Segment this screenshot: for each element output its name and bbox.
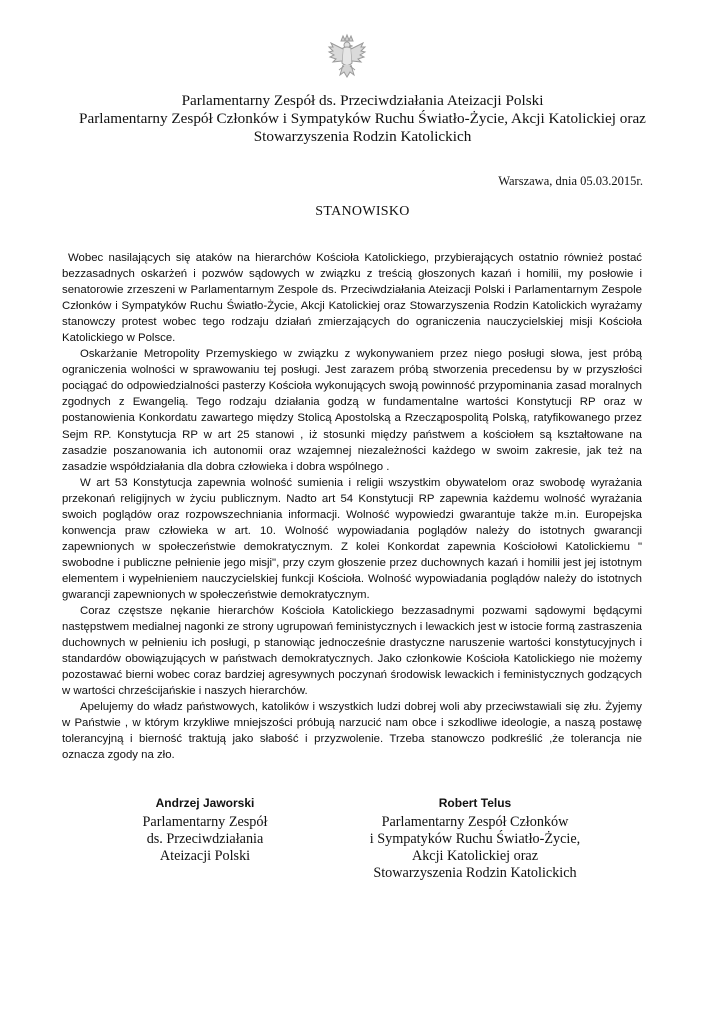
- document-date: Warszawa, dnia 05.03.2015r.: [498, 174, 643, 188]
- paragraph-3: W art 53 Konstytucja zapewnia wolność sumienia i religii wszystkim obywatelom oraz swobodę wyrażania przekonań religijnych w życiu publicznym. Nadto art 54 Konstytucji RP zapewnia każdemu wolność wyrażania swoich poglądów oraz rozpowszechniania informacji. Wolność wypowiedzi gwarantuje także m.in. Europejska konwencja praw człowieka w art. 10. Wolność wypowiadania poglądów należy do istotnych gwarancji zapewnionych w społeczeństwie demokratycznym. Z kolei Konkordat zapewnia Kościołowi Katolickiemu " swobodne i publiczne pełnienie jego misji", przy czym głoszenie przez duchownych kazań i homilii jest jej istotnym elementem i wypełnieniem nauczycielskiej funkcji Kościoła. Wolność wypowiadania poglądów należy do istotnych gwarancji zapewnionych w społeczeństwie demokratycznym.: [62, 476, 642, 601]
- signatory-name: Robert Telus: [438, 796, 512, 810]
- signatory-affiliation-line: i Sympatyków Ruchu Światło-Życie,: [369, 831, 581, 847]
- signatory-affiliation-line: Parlamentarny Zespół Członków: [381, 814, 569, 830]
- document-body: [62, 250, 642, 764]
- signatory-name: Andrzej Jaworski: [155, 796, 255, 810]
- signature-block-right: [360, 795, 590, 882]
- signatory-affiliation-line: ds. Przeciwdziałania: [146, 831, 264, 847]
- paragraph-5: Apelujemy do władz państwowych, katolików i wszystkich ludzi dobrej woli aby przeciwstawiali się złu. Żyjemy w Państwie , w którym krzykliwe mniejszości próbują narzucić nam obce i szkodliwe ideologie, a naszą postawę tolerancyjną i bierność traktują jako słabość i przyzwolenie. Trzeba stanowczo podkreślić ,że tolerancja nie oznacza zgody na zło.: [62, 701, 642, 762]
- polish-eagle-emblem-icon: [327, 33, 367, 83]
- signatory-affiliation-line: Stowarzyszenia Rodzin Katolickich: [373, 865, 577, 881]
- document-title: STANOWISKO: [315, 204, 410, 219]
- signatory-affiliation-line: Ateizacji Polski: [159, 848, 251, 864]
- header-line-3: Stowarzyszenia Rodzin Katolickich: [253, 128, 472, 145]
- document-header: [40, 92, 685, 146]
- header-line-1: Parlamentarny Zespół ds. Przeciwdziałania Ateizacji Polski: [181, 92, 544, 109]
- paragraph-1: Wobec nasilających się ataków na hierarchów Kościoła Katolickiego, przybierających ostatnio również postać bezzasadnych oskarżeń i pozwów sądowych w związku z treścią głoszonych kazań i homilii, my posłowie i senatorowie zrzeszeni w Parlamentarnym Zespole ds. Przeciwdziałania Ateizacji Polski i Parlamentarnym Zespole Członków i Sympatyków Ruchu Światło-Życie, Akcji Katolickiej oraz Stowarzyszenia Rodzin Katolickich wyrażamy stanowczy protest wobec tego rodzaju działań zmierzających do ograniczenia nauczycielskiej misji Kościoła Katolickiego w Polsce.: [62, 252, 642, 345]
- signature-block-left: [140, 795, 270, 865]
- paragraph-2: Oskarżanie Metropolity Przemyskiego w związku z wykonywaniem przez niego posługi słowa, jest próbą ograniczenia wolności w sprawowaniu tej posługi. Jest zarazem próbą stworzenia precedensu by w przyszłości pociągać do odpowiedzialności pasterzy Kościoła wykonujących swoją powinność przypominania zasad moralnych zgodnych z Ewangelią. Tego rodzaju działania godzą w fundamentalne wartości Konstytucji RP oraz w postanowienia Konkordatu zawartego między Stolicą Apostolską a Rzecząpospolitą Polską, ratyfikowanego przez Sejm RP. Konstytucja RP w art 25 stanowi , iż stosunki między państwem a kościołem są kształtowane na zasadzie poszanowania ich autonomii oraz wzajemnej niezależności każdego w swoim zakresie, jak też na zasadzie współdziałania dla dobra człowieka i dobra wspólnego .: [62, 348, 642, 473]
- signatory-affiliation-line: Akcji Katolickiej oraz: [411, 848, 539, 864]
- paragraph-4: Coraz częstsze nękanie hierarchów Kościoła Katolickiego bezzasadnymi pozwami sądowymi będącymi następstwem medialnej nagonki ze strony ugrupowań feministycznych i lewackich jest w istocie formą zastraszenia duchownych w pełnieniu ich posługi, p stanowiąc jednocześnie drastyczne naruszenie wartości konstytucyjnych i standardów obowiązujących w państwach demokratycznych. Jako członkowie Kościoła Katolickiego nie możemy pozostawać bierni wobec coraz bardziej agresywnych poczynań środowisk lewackich i feministycznych godzących w wartości chrześcijańskie i naszych hierarchów.: [62, 605, 642, 698]
- header-line-2: Parlamentarny Zespół Członków i Sympatyków Ruchu Światło-Życie, Akcji Katolickiej oraz: [79, 110, 646, 127]
- signatory-affiliation-line: Parlamentarny Zespół: [142, 814, 268, 830]
